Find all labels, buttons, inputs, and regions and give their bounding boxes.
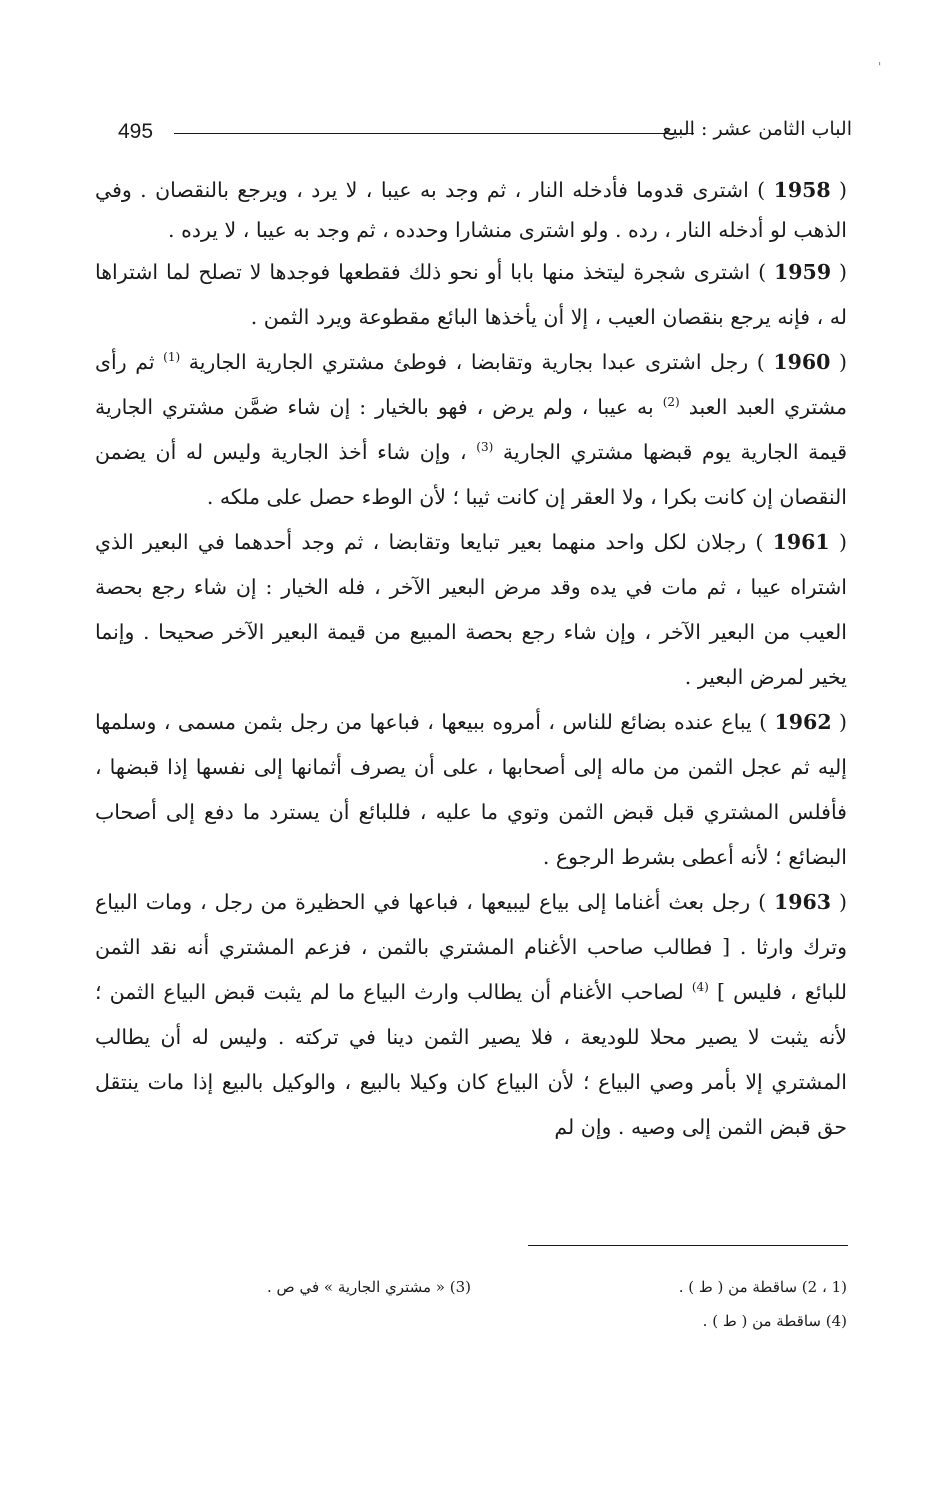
body-text <box>95 170 847 1150</box>
footnote-rule <box>528 1245 848 1246</box>
entry-text: به عيبا ، ولم يرض ، فهو بالخيار : إن شاء ضمَّن مشتري الجارية قيمة الجارية يوم قبضها مشتري الجارية <box>95 395 847 464</box>
entry-text: اشترى قدوما فأدخله النار ، ثم وجد به عيبا ، لا يرد ، ويرجع بالنقصان . وفي الذهب لو أدخله النار ، رده . ولو اشترى منشارا وحدده ، ثم وجد به عيبا ، لا يرده . <box>95 178 847 242</box>
entry-number: 1962 <box>774 710 832 734</box>
entry-number: 1961 <box>772 530 830 554</box>
entry-text: لصاحب الأغنام أن يطالب وارث البياع ما لم يثبت قبض البياع الثمن ؛ لأنه يثبت لا يصير محلا للوديعة ، فلا يصير الثمن دينا في تركته . وليس له أن يطالب المشتري إلا بأمر وصي البياع ؛ لأن البياع كان وكيلا بالبيع ، والوكيل بالبيع إذا مات ينتقل حق قبض الثمن إلى وصيه . وإن لم <box>95 980 847 1139</box>
footnote-row <box>95 1270 847 1304</box>
running-title: الباب الثامن عشر : البيع <box>662 118 852 140</box>
footnote-row <box>95 1304 847 1338</box>
entry-text: رجل اشترى عبدا بجارية وتقابضا ، فوطئ مشتري الجارية الجارية <box>188 350 749 374</box>
entry-text: رجل بعث أغناما إلى بياع ليبيعها ، فباعها في الحظيرة من رجل ، ومات البياع وترك وارثا . [ فطالب صاحب الأغنام المشتري بالثمن ، فزعم المشتري أنه نقد الثمن للبائع ، فليس ] <box>95 890 847 1004</box>
footnote-ref: (4) <box>691 980 709 994</box>
entry-1963: ( 1963 ) رجل بعث أغناما إلى بياع ليبيعها ، فباعها في الحظيرة من رجل ، ومات البياع وترك وارثا . [ فطالب صاحب الأغنام المشتري بالثمن ، فزعم المشتري أنه نقد الثمن للبائع ، فليس ] $^{(4)}$ لصاحب الأغنام أن يطالب وارث البياع ما لم يثبت قبض البياع الثمن ؛ لأنه يثبت لا يصير محلا للوديعة ، فلا يصير الثمن دينا في تركته . وليس له أن يطالب المشتري إلا بأمر وصي البياع ؛ لأن البياع كان وكيلا بالبيع ، والوكيل بالبيع إذا مات ينتقل حق قبض الثمن إلى وصيه . وإن لم <box>95 890 848 1139</box>
footnote-1-2: (1 ، 2) ساقطة من ( ط ) . <box>678 1278 847 1296</box>
entry-1959: ( 1959 ) اشترى شجرة ليتخذ منها بابا أو نحو ذلك فقطعها فوجدها لا تصلح لما اشتراها له ، فإنه يرجع بنقصان العيب ، إلا أن يأخذها البائع مقطوعة ويرد الثمن . <box>95 260 848 329</box>
page-number: 495 <box>118 120 154 143</box>
entry-1960: ( 1960 ) رجل اشترى عبدا بجارية وتقابضا ، فوطئ مشتري الجارية الجارية $^{(1)}$ ثم رأى مشتري العبد العبد $^{(2)}$ به عيبا ، ولم يرض ، فهو بالخيار : إن شاء ضمَّن مشتري الجارية قيمة الجارية يوم قبضها مشتري الجارية $^{(3)}$ ، وإن شاء أخذ الجارية وليس له أن يضمن النقصان إن كانت بكرا ، ولا العقر إن كانت ثيبا ؛ لأن الوطء حصل على ملكه . <box>95 350 847 509</box>
entry-text: رجلان لكل واحد منهما بعير تبايعا وتقابضا ، ثم وجد أحدهما في البعير الذي اشتراه عيبا ، ثم مات في يده وقد مرض البعير الآخر ، فله الخيار : إن شاء رجع بحصة العيب من البعير الآخر ، وإن شاء رجع بحصة المبيع من قيمة البعير الآخر صحيحا . وإنما يخير لمرض البعير . <box>95 530 847 689</box>
footnote-3: (3) « مشتري الجارية » في ص . <box>267 1278 471 1296</box>
entry-text: ثم رأى مشتري العبد العبد <box>95 350 847 419</box>
entry-text: اشترى شجرة ليتخذ منها بابا أو نحو ذلك فقطعها فوجدها لا تصلح لما اشتراها له ، فإنه يرجع بنقصان العيب ، إلا أن يأخذها البائع مقطوعة ويرد الثمن . <box>95 260 847 329</box>
entry-number: 1963 <box>774 890 832 914</box>
page-header <box>118 118 852 150</box>
entry-text: يباع عنده بضائع للناس ، أمروه ببيعها ، فباعها من رجل بثمن مسمى ، وسلمها إليه ثم عجل الثمن من ماله إلى أصحابها ، على أن يصرف أثمانها إلى نفسها إذا قبضها ، فأفلس المشتري قبل قبض الثمن وتوي ما عليه ، فللبائع أن يسترد ما دفع إلى أصحاب البضائع ؛ لأنه أعطى بشرط الرجوع . <box>95 710 847 869</box>
footnote-ref: (2) <box>662 395 680 409</box>
entry-1958: ( 1958 ) اشترى قدوما فأدخله النار ، ثم وجد به عيبا ، لا يرد ، ويرجع بالنقصان . وفي الذهب لو أدخله النار ، رده . ولو اشترى منشارا وحدده ، ثم وجد به عيبا ، لا يرده . <box>95 178 848 242</box>
entry-1961: ( 1961 ) رجلان لكل واحد منهما بعير تبايعا وتقابضا ، ثم وجد أحدهما في البعير الذي اشتراه عيبا ، ثم مات في يده وقد مرض البعير الآخر ، فله الخيار : إن شاء رجع بحصة العيب من البعير الآخر ، وإن شاء رجع بحصة المبيع من قيمة البعير الآخر صحيحا . وإنما يخير لمرض البعير . <box>95 530 847 689</box>
entry-text: ، وإن شاء أخذ الجارية وليس له أن يضمن النقصان إن كانت بكرا ، ولا العقر إن كانت ثيبا ؛ لأن الوطء حصل على ملكه . <box>95 440 847 509</box>
entry-1962: ( 1962 ) يباع عنده بضائع للناس ، أمروه ببيعها ، فباعها من رجل بثمن مسمى ، وسلمها إليه ثم عجل الثمن من ماله إلى أصحابها ، على أن يصرف أثمانها إلى نفسها إذا قبضها ، فأفلس المشتري قبل قبض الثمن وتوي ما عليه ، فللبائع أن يسترد ما دفع إلى أصحاب البضائع ؛ لأنه أعطى بشرط الرجوع . <box>95 710 847 869</box>
entry-number: 1960 <box>773 350 831 374</box>
footnote-ref: (1) <box>163 350 181 364</box>
entry-number: 1958 <box>773 178 831 202</box>
footnote-ref: (3) <box>476 440 494 454</box>
footnote-4: (4) ساقطة من ( ط ) . <box>702 1312 847 1330</box>
header-rule <box>174 133 694 134</box>
entry-number: 1959 <box>774 260 832 284</box>
footnotes <box>95 1270 847 1338</box>
corner-mark: ' <box>878 60 882 74</box>
